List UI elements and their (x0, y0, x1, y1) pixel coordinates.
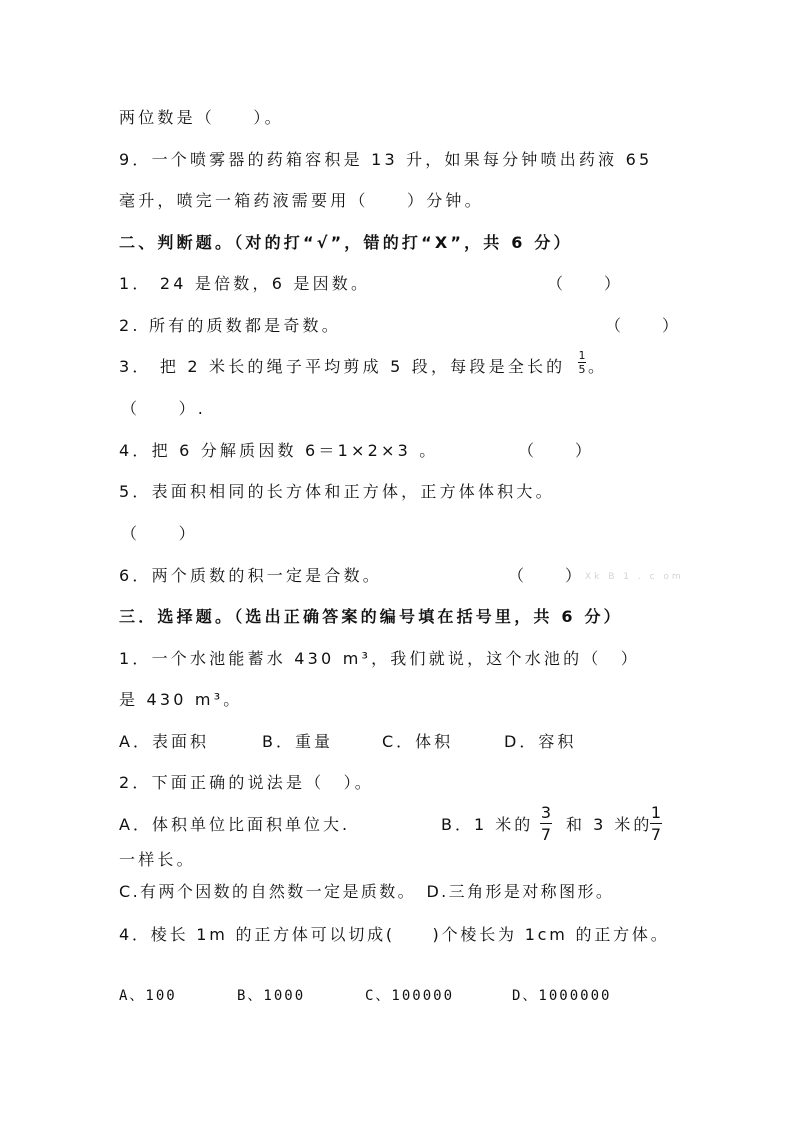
fraction-numerator: 1 (650, 803, 662, 822)
fraction-bar (650, 823, 662, 824)
choice-2-options-c-d: C.有两个因数的自然数一定是质数。 D.三角形是对称图形。 (119, 882, 615, 901)
choice-2-option-b-middle: 和 3 米的 (566, 815, 653, 834)
judge-1-answer-paren: （ ） (547, 274, 624, 293)
judge-3-answer-paren: （ ）. (121, 399, 207, 418)
choice-4-option-a: A、100 (119, 988, 177, 1004)
fraction-one-fifth (578, 350, 586, 375)
judge-4: 4．把 6 分解质因数 6＝1×2×3 。 (119, 441, 439, 460)
judge-4-answer-paren: （ ） (518, 441, 595, 460)
choice-2-option-a: A．体积单位比面积单位大. (119, 815, 351, 834)
choice-2: 2．下面正确的说法是（ ）。 (119, 773, 374, 792)
judge-6: 6．两个质数的积一定是合数。 (119, 566, 382, 585)
question-9-continuation: 毫升，喷完一箱药液需要用（ ）分钟。 (119, 191, 484, 210)
choice-2-option-b: B．1 米的 (441, 815, 534, 834)
judge-1: 1． 24 是倍数，6 是因数。 (119, 274, 371, 293)
fraction-denominator: 7 (650, 825, 662, 844)
choice-1: 1．一个水池能蓄水 430 m³，我们就说，这个水池的（ ） (119, 649, 640, 668)
fraction-numerator: 1 (578, 349, 586, 362)
question-8-continuation: 两位数是（ ）。 (119, 108, 284, 127)
fraction-numerator: 3 (540, 803, 552, 822)
choice-1-option-d: D．容积 (504, 732, 577, 751)
fraction-denominator: 5 (578, 363, 586, 376)
choice-4: 4．棱长 1m 的正方体可以切成( )个棱长为 1cm 的正方体。 (119, 925, 670, 944)
fraction-bar (540, 823, 552, 824)
fraction-three-sevenths (540, 804, 552, 843)
judge-2-answer-paren: （ ） (605, 316, 682, 335)
choice-4-option-c: C、100000 (365, 988, 455, 1004)
question-9: 9．一个喷雾器的药箱容积是 13 升，如果每分钟喷出药液 65 (119, 150, 653, 169)
judge-3-period: 。 (588, 357, 608, 376)
choice-1-option-a: A．表面积 (119, 732, 209, 751)
fraction-denominator: 7 (540, 825, 552, 844)
judge-5-answer-paren: （ ） (121, 524, 198, 543)
watermark: Xk B 1 . c om (585, 572, 684, 582)
judge-3: 3． 把 2 米长的绳子平均剪成 5 段，每段是全长的 (119, 357, 566, 376)
fraction-one-seventh (650, 804, 662, 843)
section-2-title: 二、判断题。（对的打“√”，错的打“X”，共 6 分） (119, 233, 573, 252)
judge-2: 2. 所有的质数都是奇数。 (119, 316, 341, 335)
choice-1-continuation: 是 430 m³。 (119, 690, 243, 709)
section-3-title: 三．选择题。（选出正确答案的编号填在括号里，共 6 分） (119, 607, 623, 626)
choice-1-option-c: C．体积 (382, 732, 454, 751)
choice-1-option-b: B．重量 (262, 732, 333, 751)
judge-6-answer-paren: （ ） (508, 566, 585, 585)
choice-4-option-d: D、1000000 (512, 988, 612, 1004)
judge-5: 5．表面积相同的长方体和正方体，正方体体积大。 (119, 482, 555, 501)
choice-4-option-b: B、1000 (237, 988, 306, 1004)
choice-2-option-b-end: 一样长。 (119, 850, 196, 869)
